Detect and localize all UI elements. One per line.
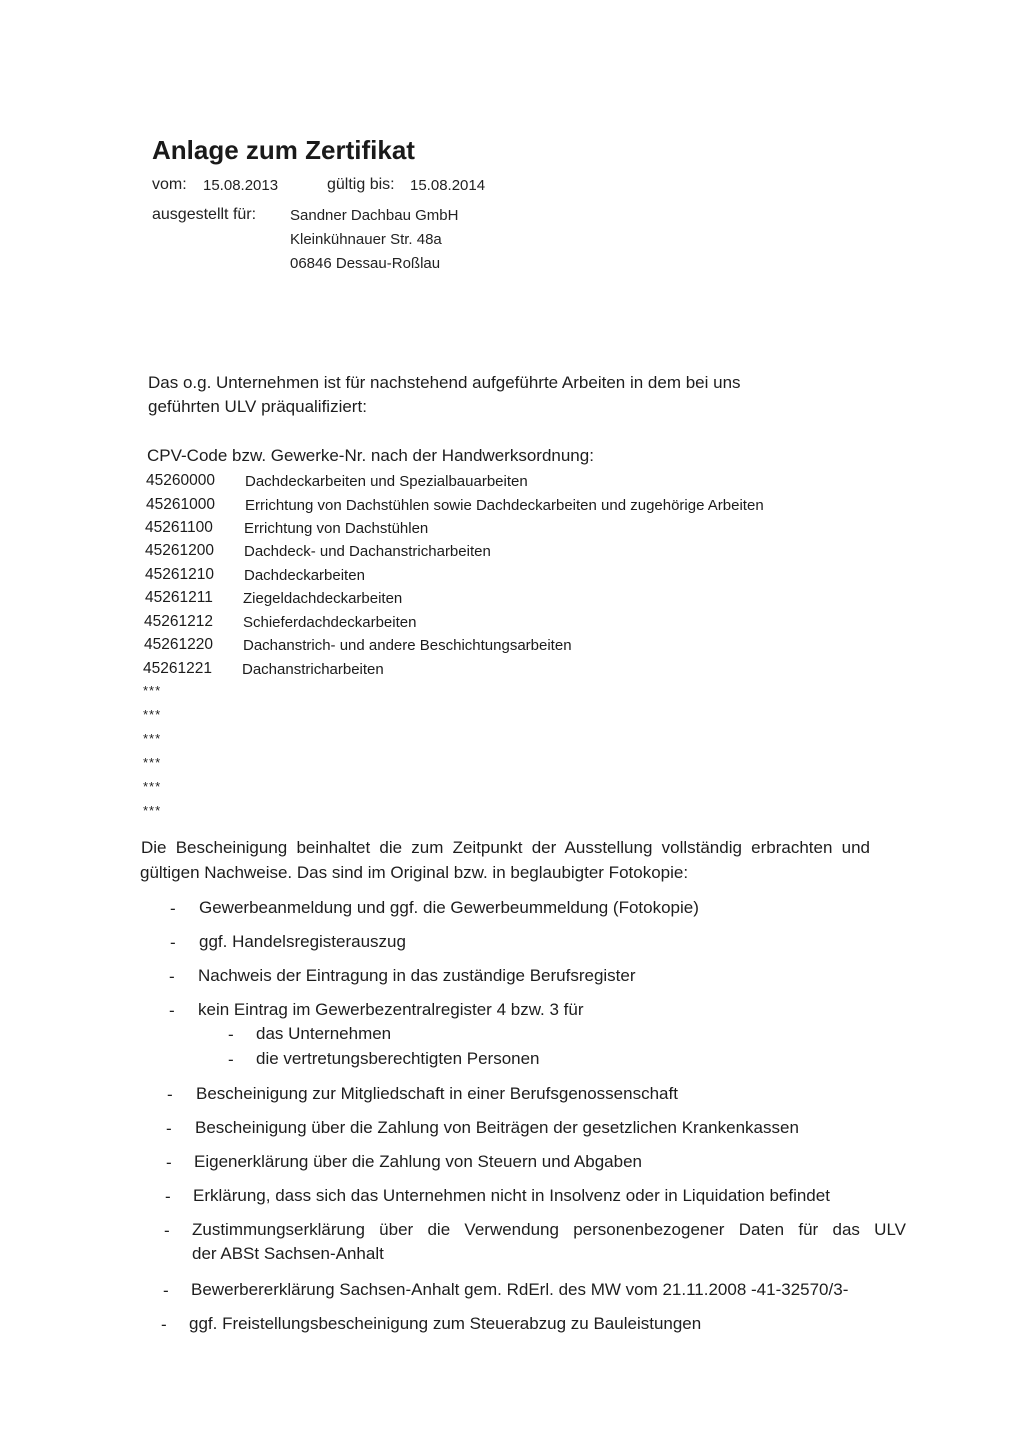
company-name: Sandner Dachbau GmbH <box>290 207 459 224</box>
from-date: 15.08.2013 <box>203 177 279 194</box>
list-bullet: - <box>170 933 176 952</box>
company-city: 06846 Dessau-Roßlau <box>290 255 441 272</box>
cpv-placeholder: *** <box>143 707 162 722</box>
list-item: Erklärung, dass sich das Unternehmen nicht in Insolvenz oder in Liquidation befindet <box>193 1186 830 1205</box>
list-bullet: - <box>164 1221 170 1240</box>
list-bullet: - <box>167 1085 173 1104</box>
note-line-1: Die Bescheinigung beinhaltet die zum Zeitpunkt der Ausstellung vollständig erbrachten und <box>141 838 870 857</box>
cpv-code: 45261200 <box>145 542 214 559</box>
sub-list-item: die vertretungsberechtigten Personen <box>256 1049 540 1068</box>
cpv-heading: CPV-Code bzw. Gewerke-Nr. nach der Handwerksordnung: <box>147 446 594 465</box>
cpv-description: Errichtung von Dachstühlen <box>244 520 429 537</box>
page-title: Anlage zum Zertifikat <box>152 135 415 165</box>
intro-line-2: geführten ULV präqualifiziert: <box>148 397 367 416</box>
cpv-description: Dachanstrich- und andere Beschichtungsarbeiten <box>243 637 572 654</box>
issued-label: ausgestellt für: <box>152 206 257 223</box>
cpv-placeholder: *** <box>143 779 162 794</box>
list-item: Zustimmungserklärung über die Verwendung personenbezogener Daten für das ULV <box>192 1220 906 1239</box>
cpv-code: 45261220 <box>144 636 213 653</box>
list-bullet: - <box>169 1001 175 1020</box>
intro-line-1: Das o.g. Unternehmen ist für nachstehend aufgeführte Arbeiten in dem bei uns <box>148 373 741 392</box>
cpv-description: Errichtung von Dachstühlen sowie Dachdeckarbeiten und zugehörige Arbeiten <box>245 497 764 514</box>
cpv-description: Schieferdachdeckarbeiten <box>243 614 417 631</box>
company-street: Kleinkühnauer Str. 48a <box>290 231 442 248</box>
sub-list-bullet: - <box>228 1050 234 1069</box>
cpv-description: Dachdeckarbeiten <box>244 567 365 584</box>
cpv-description: Dachdeckarbeiten und Spezialbauarbeiten <box>245 473 528 490</box>
list-item: Eigenerklärung über die Zahlung von Steuern und Abgaben <box>194 1152 643 1171</box>
cpv-description: Ziegeldachdeckarbeiten <box>243 590 403 607</box>
cpv-code: 45261212 <box>144 613 213 630</box>
list-bullet: - <box>163 1281 169 1300</box>
valid-date: 15.08.2014 <box>410 177 486 194</box>
cpv-code: 45261210 <box>145 566 214 583</box>
list-bullet: - <box>165 1187 171 1206</box>
cpv-placeholder: *** <box>143 683 162 698</box>
from-label: vom: <box>152 176 187 193</box>
list-item-continuation: der ABSt Sachsen-Anhalt <box>192 1244 384 1263</box>
note-line-2: gültigen Nachweise. Das sind im Original bzw. in beglaubigter Fotokopie: <box>140 863 689 882</box>
cpv-code: 45261100 <box>145 519 213 536</box>
cpv-code: 45260000 <box>146 472 215 489</box>
sub-list-item: das Unternehmen <box>256 1024 392 1043</box>
list-item: Bescheinigung über die Zahlung von Beiträgen der gesetzlichen Krankenkassen <box>195 1118 799 1137</box>
list-item: ggf. Handelsregisterauszug <box>199 932 406 951</box>
cpv-placeholder: *** <box>143 731 162 746</box>
list-item: Bewerbererklärung Sachsen-Anhalt gem. RdErl. des MW vom 21.11.2008 -41-32570/3- <box>191 1280 849 1299</box>
cpv-code: 45261221 <box>143 660 212 677</box>
list-bullet: - <box>166 1119 172 1138</box>
list-bullet: - <box>170 899 176 918</box>
cpv-code: 45261000 <box>146 496 215 513</box>
sub-list-bullet: - <box>228 1025 234 1044</box>
valid-label: gültig bis: <box>327 176 395 193</box>
list-bullet: - <box>166 1153 172 1172</box>
list-item: Bescheinigung zur Mitgliedschaft in einer Berufsgenossenschaft <box>196 1084 678 1103</box>
list-item: kein Eintrag im Gewerbezentralregister 4 bzw. 3 für <box>198 1000 584 1019</box>
list-bullet: - <box>169 967 175 986</box>
cpv-description: Dachdeck- und Dachanstricharbeiten <box>244 543 491 560</box>
list-item: Nachweis der Eintragung in das zuständige Berufsregister <box>198 966 636 985</box>
cpv-placeholder: *** <box>143 755 162 770</box>
list-item: ggf. Freistellungsbescheinigung zum Steuerabzug zu Bauleistungen <box>189 1314 702 1333</box>
cpv-description: Dachanstricharbeiten <box>242 661 384 678</box>
list-bullet: - <box>161 1315 167 1334</box>
list-item: Gewerbeanmeldung und ggf. die Gewerbeummeldung (Fotokopie) <box>199 898 699 917</box>
cpv-code: 45261211 <box>145 589 213 606</box>
cpv-placeholder: *** <box>143 803 162 818</box>
